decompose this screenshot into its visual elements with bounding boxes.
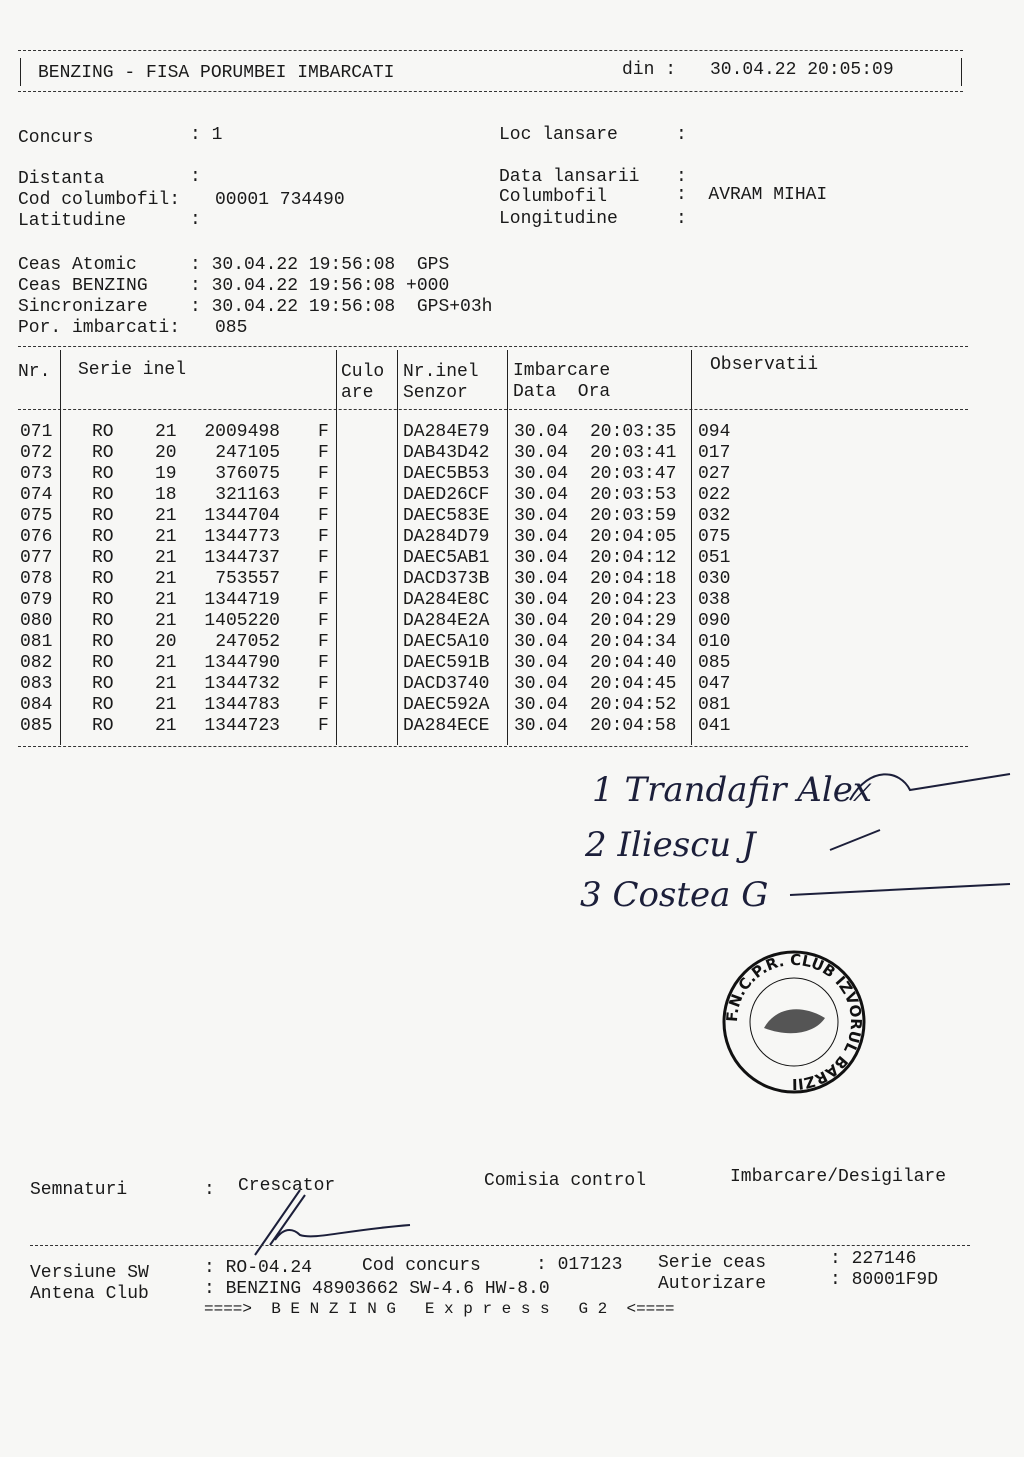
row-date: 30.04 (514, 527, 569, 547)
table-border-top (18, 346, 968, 347)
row-sensor: DAEC583E (403, 506, 490, 526)
handwritten-line-2: 2 Iliescu J (585, 825, 756, 865)
row-sex: F (318, 548, 329, 568)
row-country: RO (92, 674, 114, 694)
row-nr: 071 (20, 422, 53, 442)
columbofil-value: : AVRAM MIHAI (676, 185, 828, 205)
row-time: 20:04:58 (590, 716, 677, 736)
row-country: RO (92, 506, 114, 526)
row-sex: F (318, 695, 329, 715)
row-country: RO (92, 527, 114, 547)
row-date: 30.04 (514, 716, 569, 736)
row-observation: 017 (698, 443, 731, 463)
cod-concurs-label: Cod concurs (362, 1256, 481, 1276)
row-date: 30.04 (514, 485, 569, 505)
row-sensor: DACD3740 (403, 674, 490, 694)
row-observation: 027 (698, 464, 731, 484)
versiune-sw-value: : RO-04.24 (204, 1258, 313, 1278)
concurs-label: Concurs (18, 128, 94, 148)
row-ring-number: 247052 (215, 632, 280, 652)
row-time: 20:04:34 (590, 632, 677, 652)
row-date: 30.04 (514, 548, 569, 568)
row-sensor: DAEC5AB1 (403, 548, 490, 568)
loc-lansare-value: : (676, 125, 687, 145)
row-year: 21 (155, 716, 177, 736)
row-nr: 079 (20, 590, 53, 610)
row-ring-number: 1344783 (204, 695, 280, 715)
row-nr: 081 (20, 632, 53, 652)
sincronizare-value: : 30.04.22 19:56:08 GPS+03h (190, 297, 493, 317)
row-sex: F (318, 422, 329, 442)
header-border-bottom (18, 91, 963, 92)
cod-columbofil-label: Cod columbofil: (18, 190, 181, 210)
row-country: RO (92, 653, 114, 673)
row-observation: 041 (698, 716, 731, 736)
header-culoare-1: Culo (341, 362, 385, 382)
row-sensor: DAEC5A10 (403, 632, 490, 652)
row-observation: 081 (698, 695, 731, 715)
imbarcare-desigilare-label: Imbarcare/Desigilare (730, 1167, 947, 1187)
row-date: 30.04 (514, 443, 569, 463)
data-lansarii-value: : (676, 167, 687, 187)
row-sensor: DA284E79 (403, 422, 490, 442)
data-lansarii-label: Data lansarii (499, 167, 640, 187)
row-observation: 051 (698, 548, 731, 568)
row-nr: 075 (20, 506, 53, 526)
loc-lansare-label: Loc lansare (499, 125, 618, 145)
print-datetime: 30.04.22 20:05:09 (710, 60, 894, 80)
footer-divider (30, 1245, 970, 1246)
row-date: 30.04 (514, 569, 569, 589)
row-year: 21 (155, 569, 177, 589)
row-country: RO (92, 716, 114, 736)
row-time: 20:04:12 (590, 548, 677, 568)
columbofil-label: Columbofil (499, 187, 608, 207)
autorizare-label: Autorizare (658, 1274, 767, 1294)
row-nr: 073 (20, 464, 53, 484)
row-ring-number: 247105 (215, 443, 280, 463)
row-year: 21 (155, 674, 177, 694)
row-nr: 085 (20, 716, 53, 736)
row-sensor: DACD373B (403, 569, 490, 589)
comisia-control-label: Comisia control (484, 1171, 647, 1191)
row-ring-number: 1344737 (204, 548, 280, 568)
row-nr: 083 (20, 674, 53, 694)
distanta-label: Distanta (18, 169, 105, 189)
header-nr-inel-2: Senzor (403, 383, 468, 403)
header-imbarcare-2: Data Ora (513, 382, 611, 402)
crescator-label: Crescator (238, 1176, 336, 1196)
header-nr: Nr. (18, 362, 51, 382)
header-border-right (961, 58, 962, 86)
ceas-benzing-value: : 30.04.22 19:56:08 +000 (190, 276, 450, 296)
antena-club-label: Antena Club (30, 1284, 149, 1304)
row-country: RO (92, 611, 114, 631)
row-country: RO (92, 422, 114, 442)
row-sex: F (318, 611, 329, 631)
column-divider (397, 350, 398, 745)
row-year: 18 (155, 485, 177, 505)
row-year: 21 (155, 506, 177, 526)
column-divider (691, 350, 692, 745)
document-title: BENZING - FISA PORUMBEI IMBARCATI (38, 63, 395, 83)
row-year: 20 (155, 632, 177, 652)
semnaturi-label: Semnaturi (30, 1180, 128, 1200)
column-divider (507, 350, 508, 745)
distanta-value: : (190, 167, 201, 187)
row-time: 20:04:29 (590, 611, 677, 631)
row-observation: 075 (698, 527, 731, 547)
row-sex: F (318, 485, 329, 505)
row-ring-number: 1344723 (204, 716, 280, 736)
row-observation: 022 (698, 485, 731, 505)
row-nr: 078 (20, 569, 53, 589)
header-border-top (18, 50, 963, 51)
row-ring-number: 1344704 (204, 506, 280, 526)
row-sex: F (318, 590, 329, 610)
row-time: 20:04:18 (590, 569, 677, 589)
header-border-left (20, 58, 21, 86)
row-date: 30.04 (514, 674, 569, 694)
latitudine-label: Latitudine (18, 211, 127, 231)
row-sex: F (318, 674, 329, 694)
row-ring-number: 1344790 (204, 653, 280, 673)
ceas-benzing-label: Ceas BENZING (18, 276, 148, 296)
row-time: 20:03:53 (590, 485, 677, 505)
table-border-bottom (18, 746, 968, 747)
row-country: RO (92, 695, 114, 715)
row-observation: 030 (698, 569, 731, 589)
row-sex: F (318, 653, 329, 673)
row-time: 20:03:41 (590, 443, 677, 463)
row-year: 21 (155, 548, 177, 568)
longitudine-value: : (676, 209, 687, 229)
ceas-atomic-value: : 30.04.22 19:56:08 GPS (190, 255, 450, 275)
row-country: RO (92, 485, 114, 505)
row-nr: 077 (20, 548, 53, 568)
row-country: RO (92, 569, 114, 589)
row-ring-number: 321163 (215, 485, 280, 505)
row-sensor: DA284D79 (403, 527, 490, 547)
row-ring-number: 1344773 (204, 527, 280, 547)
row-time: 20:04:23 (590, 590, 677, 610)
row-year: 19 (155, 464, 177, 484)
row-time: 20:04:05 (590, 527, 677, 547)
cod-columbofil-value: 00001 734490 (215, 190, 345, 210)
row-sex: F (318, 464, 329, 484)
row-date: 30.04 (514, 695, 569, 715)
din-label: din : (622, 60, 677, 80)
row-nr: 074 (20, 485, 53, 505)
concurs-value: : 1 (190, 125, 223, 145)
club-stamp (720, 948, 868, 1096)
row-country: RO (92, 443, 114, 463)
sincronizare-label: Sincronizare (18, 297, 148, 317)
row-country: RO (92, 548, 114, 568)
row-observation: 094 (698, 422, 731, 442)
row-sex: F (318, 632, 329, 652)
row-sensor: DA284E8C (403, 590, 490, 610)
row-date: 30.04 (514, 422, 569, 442)
row-nr: 082 (20, 653, 53, 673)
handwritten-line-3: 3 Costea G (580, 875, 769, 915)
cod-concurs-value: : 017123 (536, 1255, 623, 1275)
row-observation: 047 (698, 674, 731, 694)
row-ring-number: 376075 (215, 464, 280, 484)
row-sex: F (318, 506, 329, 526)
row-date: 30.04 (514, 632, 569, 652)
row-time: 20:04:45 (590, 674, 677, 694)
column-divider (60, 350, 61, 745)
porumbei-imbarcati-value: 085 (215, 318, 248, 338)
row-observation: 090 (698, 611, 731, 631)
header-serie-inel: Serie inel (78, 360, 187, 380)
row-ring-number: 1405220 (204, 611, 280, 631)
row-year: 21 (155, 527, 177, 547)
row-date: 30.04 (514, 590, 569, 610)
table-header-divider (18, 409, 968, 410)
row-date: 30.04 (514, 464, 569, 484)
row-observation: 032 (698, 506, 731, 526)
header-culoare-2: are (341, 383, 374, 403)
row-time: 20:03:35 (590, 422, 677, 442)
row-date: 30.04 (514, 653, 569, 673)
row-sensor: DA284ECE (403, 716, 490, 736)
header-nr-inel-1: Nr.inel (403, 362, 479, 382)
row-ring-number: 1344719 (204, 590, 280, 610)
semnaturi-colon: : (204, 1180, 215, 1200)
row-year: 21 (155, 611, 177, 631)
row-time: 20:04:40 (590, 653, 677, 673)
handwritten-line-1: 1 Trandafir Alex (592, 770, 873, 810)
row-sex: F (318, 443, 329, 463)
signature-strokes (580, 760, 1020, 920)
row-sensor: DA284E2A (403, 611, 490, 631)
row-sensor: DAEC592A (403, 695, 490, 715)
crescator-signature (245, 1185, 425, 1260)
row-year: 21 (155, 422, 177, 442)
autorizare-value: : 80001F9D (830, 1270, 939, 1290)
versiune-sw-label: Versiune SW (30, 1263, 149, 1283)
row-time: 20:03:59 (590, 506, 677, 526)
serie-ceas-label: Serie ceas (658, 1253, 767, 1273)
serie-ceas-value: : 227146 (830, 1249, 917, 1269)
row-sex: F (318, 569, 329, 589)
row-ring-number: 2009498 (204, 422, 280, 442)
row-time: 20:03:47 (590, 464, 677, 484)
ceas-atomic-label: Ceas Atomic (18, 255, 137, 275)
row-observation: 038 (698, 590, 731, 610)
row-sensor: DAEC591B (403, 653, 490, 673)
row-year: 21 (155, 590, 177, 610)
row-observation: 010 (698, 632, 731, 652)
row-sensor: DAEC5B53 (403, 464, 490, 484)
row-observation: 085 (698, 653, 731, 673)
row-sex: F (318, 716, 329, 736)
row-sensor: DAED26CF (403, 485, 490, 505)
row-date: 30.04 (514, 611, 569, 631)
longitudine-label: Longitudine (499, 209, 618, 229)
row-year: 20 (155, 443, 177, 463)
row-nr: 072 (20, 443, 53, 463)
row-nr: 076 (20, 527, 53, 547)
row-country: RO (92, 632, 114, 652)
row-nr: 080 (20, 611, 53, 631)
latitudine-value: : (190, 210, 201, 230)
header-imbarcare-1: Imbarcare (513, 361, 611, 381)
row-ring-number: 753557 (215, 569, 280, 589)
row-year: 21 (155, 695, 177, 715)
header-observatii: Observatii (710, 355, 819, 375)
row-sex: F (318, 527, 329, 547)
row-sensor: DAB43D42 (403, 443, 490, 463)
stamp-text: F.N.C.P.R. CLUB IZVORUL BARZII (722, 950, 866, 1094)
row-date: 30.04 (514, 506, 569, 526)
row-time: 20:04:52 (590, 695, 677, 715)
row-ring-number: 1344732 (204, 674, 280, 694)
row-nr: 084 (20, 695, 53, 715)
benzing-express-banner: ====> B E N Z I N G E x p r e s s G 2 <==== (204, 1300, 675, 1318)
antena-club-value: : BENZING 48903662 SW-4.6 HW-8.0 (204, 1279, 550, 1299)
row-year: 21 (155, 653, 177, 673)
row-country: RO (92, 590, 114, 610)
column-divider (336, 350, 337, 745)
porumbei-imbarcati-label: Por. imbarcati: (18, 318, 181, 338)
row-country: RO (92, 464, 114, 484)
